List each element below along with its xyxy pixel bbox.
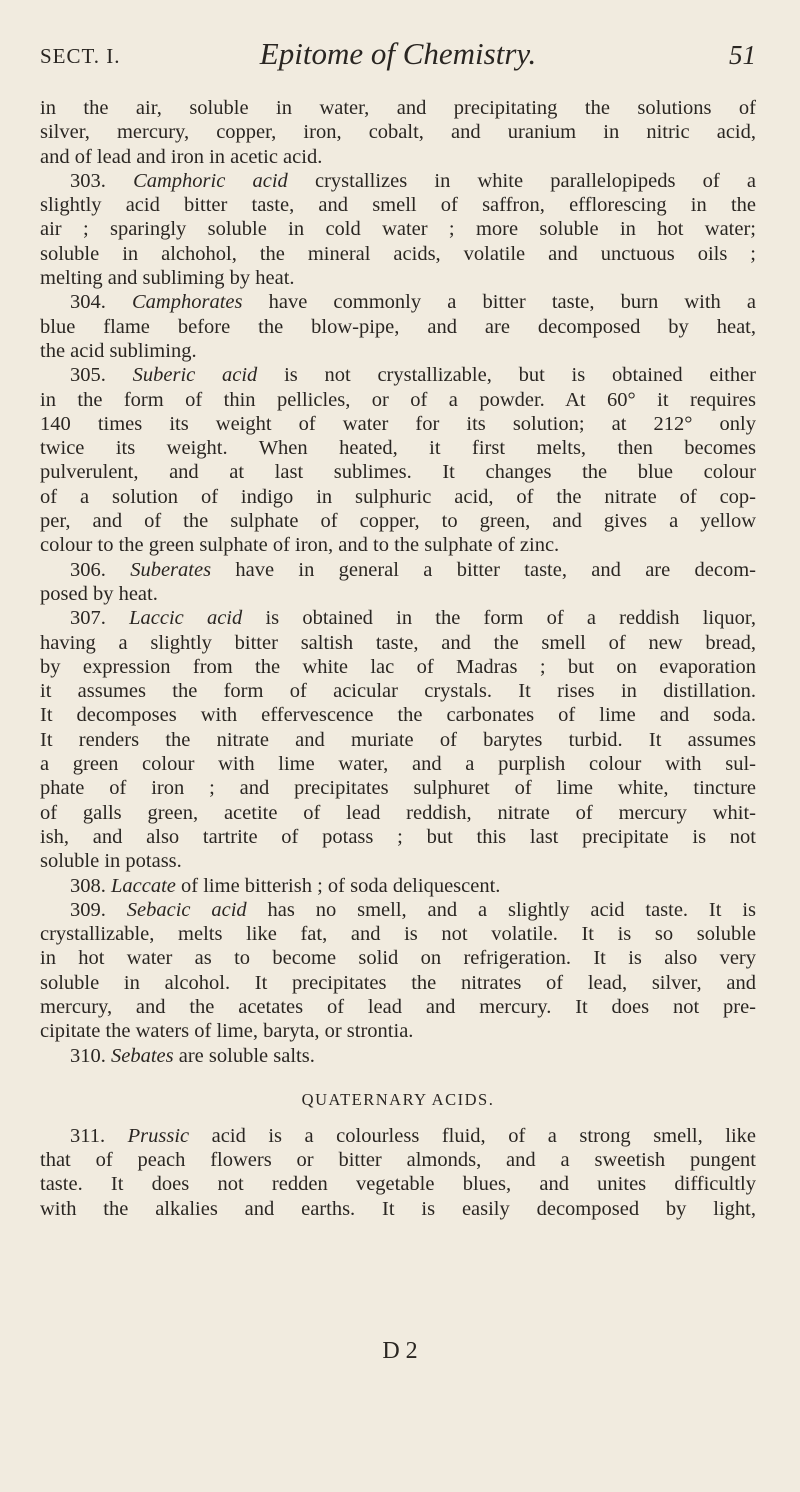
term: Camphoric acid [133, 169, 288, 192]
running-header [40, 36, 756, 76]
body-line: in hot water as to become solid on refrigeration. It is also very [40, 947, 756, 970]
paragraph-311-first-line [40, 1124, 756, 1148]
body-line: per, and of the sulphate of copper, to green, and gives a yellow [40, 510, 756, 533]
paragraph-304-first-line [40, 290, 756, 314]
body-line: with the alkalies and earths. It is easily decomposed by light, [40, 1197, 756, 1220]
page-body [40, 96, 756, 1221]
body-line: pulverulent, and at last sublimes. It changes the blue colour [40, 461, 756, 484]
body-line: in the air, soluble in water, and precipitating the solutions of [40, 97, 756, 119]
body-line: melting and subliming by heat. [40, 267, 295, 290]
body-text: have commonly a bitter taste, burn with a [242, 291, 756, 314]
body-text: has no smell, and a slightly acid taste. It is [246, 898, 756, 921]
body-text: have in general a bitter taste, and are decom- [211, 558, 757, 581]
paragraph-303-first-line [40, 169, 756, 193]
paragraph-305-first-line [40, 363, 756, 387]
body-line: it assumes the form of acicular crystals. It rises in distillation. [40, 680, 756, 703]
body-line: soluble in alchohol, the mineral acids, volatile and unctuous oils ; [40, 242, 756, 265]
body-line: air ; sparingly soluble in cold water ; more soluble in hot water; [40, 218, 756, 241]
body-line: 140 times its weight of water for its solution; at 212° only [40, 412, 756, 435]
body-text: are soluble salts. [173, 1044, 315, 1067]
body-line: silver, mercury, copper, iron, cobalt, and uranium in nitric acid, [40, 121, 756, 144]
running-title: Epitome of Chemistry. [259, 36, 537, 71]
term: Sebacic acid [126, 898, 247, 921]
body-line: soluble in potass. [40, 850, 182, 873]
paragraph-number: 304. [70, 291, 106, 314]
body-line: colour to the green sulphate of iron, and to the sulphate of zinc. [40, 534, 560, 557]
term: Sebates [111, 1044, 174, 1067]
body-line: taste. It does not redden vegetable blues, and unites difficultly [40, 1173, 756, 1196]
paragraph-number: 303. [70, 169, 106, 192]
body-line: cipitate the waters of lime, baryta, or strontia. [40, 1020, 414, 1043]
section-heading: QUATERNARY ACIDS. [301, 1089, 495, 1109]
body-line: posed by heat. [40, 582, 158, 605]
term: Laccic acid [129, 607, 243, 630]
body-line: It renders the nitrate and muriate of barytes turbid. It assumes [40, 728, 756, 751]
body-text: is obtained in the form of a reddish liquor, [242, 607, 757, 630]
body-line: of galls green, acetite of lead reddish, nitrate of mercury whit- [40, 801, 756, 824]
page-number: 51 [729, 40, 756, 70]
paragraph-309-first-line [40, 898, 756, 922]
term: Suberates [130, 558, 212, 581]
body-line: twice its weight. When heated, it first melts, then becomes [40, 437, 756, 460]
paragraph-310-first-line [40, 1044, 756, 1068]
body-text: crystallizes in white parallelopipeds of a [287, 169, 757, 192]
paragraph-number: 307. [70, 607, 106, 630]
paragraph-number: 311. [70, 1124, 106, 1147]
paragraph-number: 308. [70, 874, 106, 897]
body-text: acid is a colourless fluid, of a strong smell, like [189, 1124, 756, 1147]
paragraph-number: 310. [70, 1044, 106, 1067]
paragraph-number: 309. [70, 898, 106, 921]
body-line: crystallizable, melts like fat, and is not volatile. It is so soluble [40, 923, 756, 946]
body-line: and of lead and iron in acetic acid. [40, 145, 323, 168]
term: Camphorates [132, 291, 243, 314]
body-line: phate of iron ; and precipitates sulphuret of lime white, tincture [40, 777, 756, 800]
body-line: slightly acid bitter taste, and smell of saffron, efflorescing in the [40, 194, 756, 217]
paragraph-308-first-line [40, 874, 756, 898]
body-line: in the form of thin pellicles, or of a powder. At 60° it requires [40, 388, 756, 411]
body-line: having a slightly bitter saltish taste, and the smell of new bread, [40, 631, 756, 654]
body-line: the acid subliming. [40, 339, 197, 362]
section-label: SECT. I. [40, 44, 121, 68]
paragraph-306-first-line [40, 558, 756, 582]
body-line: ish, and also tartrite of potass ; but this last precipitate is not [40, 825, 756, 848]
body-line: It decomposes with effervescence the carbonates of lime and soda. [40, 704, 756, 727]
body-line: by expression from the white lac of Madras ; but on evaporation [40, 655, 756, 678]
term: Laccate [111, 874, 176, 897]
signature-mark: D 2 [382, 1338, 418, 1364]
body-text: is not crystallizable, but is obtained either [257, 364, 756, 387]
paragraph-number: 305. [70, 364, 106, 387]
body-line: soluble in alcohol. It precipitates the nitrates of lead, silver, and [40, 971, 756, 994]
body-line: of a solution of indigo in sulphuric acid, of the nitrate of cop- [40, 485, 756, 508]
paragraph-number: 306. [70, 558, 106, 581]
term: Prussic [127, 1124, 190, 1147]
paragraph-307-first-line [40, 606, 756, 630]
body-line: blue flame before the blow-pipe, and are decomposed by heat, [40, 315, 756, 338]
body-line: a green colour with lime water, and a purplish colour with sul- [40, 753, 756, 776]
term: Suberic acid [132, 364, 258, 387]
body-line: mercury, and the acetates of lead and mercury. It does not pre- [40, 995, 756, 1018]
body-text: of lime bitterish ; of soda deliquescent. [175, 874, 501, 897]
body-line: that of peach flowers or bitter almonds, and a sweetish pungent [40, 1149, 756, 1172]
